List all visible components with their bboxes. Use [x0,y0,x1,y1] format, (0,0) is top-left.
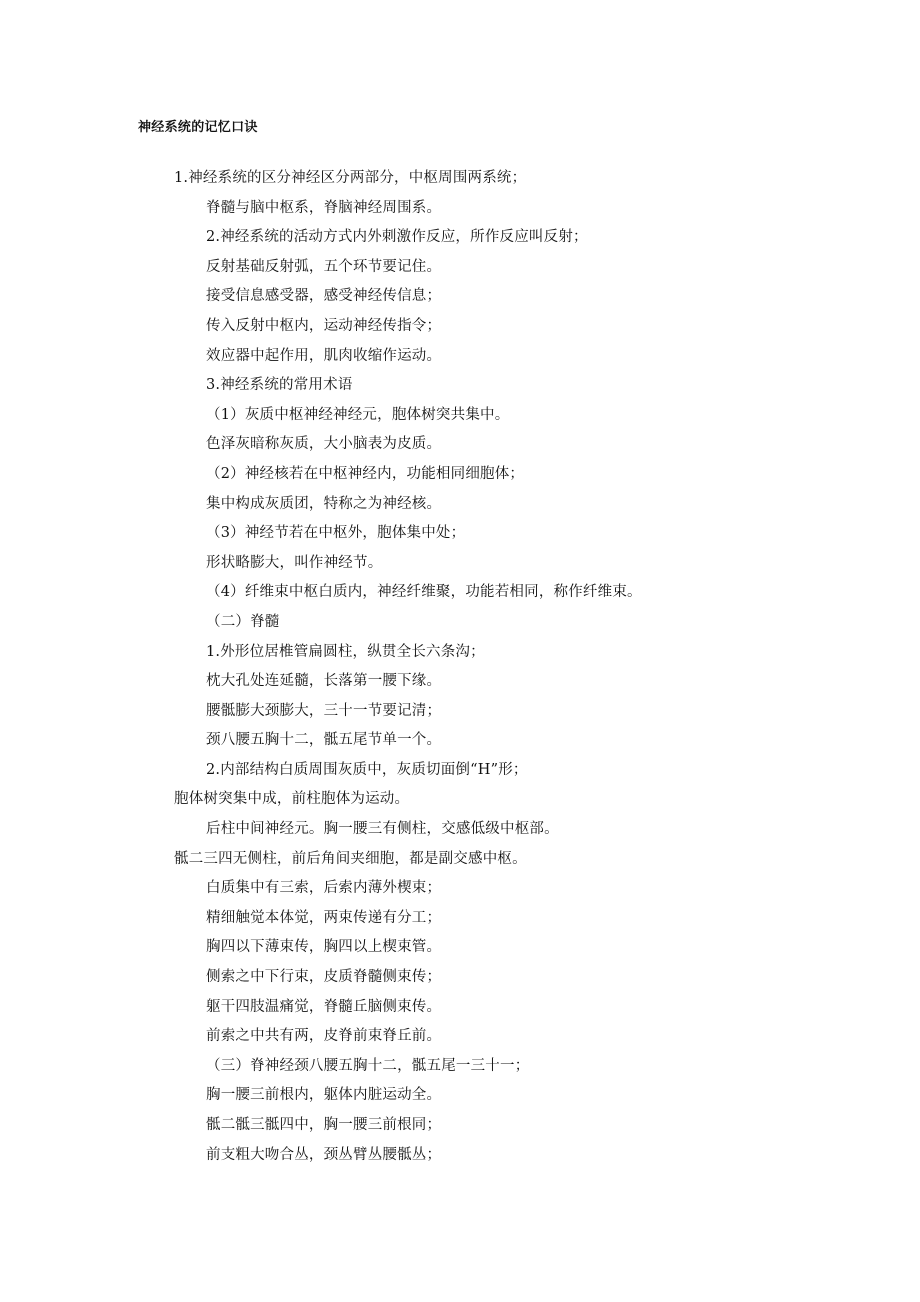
text-line: 后柱中间神经元。胸一腰三有侧柱，交感低级中枢部。 [206,821,559,838]
text-line: 效应器中起作用，肌肉收缩作运动。 [206,347,442,364]
text-line: 胸一腰三前根内，躯体内脏运动全。 [206,1087,442,1104]
text-line: 前支粗大吻合丛，颈丛臂丛腰骶丛； [206,1146,442,1163]
text-line: （4）纤维束中枢白质内，神经纤维聚，功能若相同，称作纤维束。 [206,584,642,601]
text-line: 色泽灰暗称灰质，大小脑表为皮质。 [206,436,442,453]
text-line: 侧索之中下行束，皮质脊髓侧束传； [206,969,442,986]
text-line: 躯干四肢温痛觉，脊髓丘脑侧束传。 [206,998,442,1015]
text-line: 腰骶膨大颈膨大，三十一节要记清； [206,702,442,719]
text-line: （2）神经核若在中枢神经内，功能相同细胞体； [206,465,525,482]
text-line: 传入反射中枢内，运动神经传指令； [206,317,442,334]
text-line: （1）灰质中枢神经神经元，胞体树突共集中。 [206,406,510,423]
text-line: 反射基础反射弧，五个环节要记住。 [206,258,442,275]
text-line: 枕大孔处连延髓，长落第一腰下缘。 [206,673,442,690]
text-line: （二）脊髓 [206,613,280,630]
text-line: 接受信息感受器，感受神经传信息； [206,288,442,305]
text-line: 骶二三四无侧柱，前后角间夹细胞，都是副交感中枢。 [174,850,527,867]
text-line: 胸四以下薄束传，胸四以上楔束管。 [206,939,442,956]
text-line: 2.神经系统的活动方式内外刺激作反应，所作反应叫反射； [206,229,588,246]
document-title: 神经系统的记忆口诀 [138,120,258,135]
text-line: 颈八腰五胸十二，骶五尾节单一个。 [206,732,442,749]
text-line: 骶二骶三骶四中，胸一腰三前根同； [206,1117,442,1133]
text-line: 前索之中共有两，皮脊前束脊丘前。 [206,1028,442,1045]
text-line: 2.内部结构白质周围灰质中，灰质切面倒“H”形； [206,761,528,778]
text-line: 形状略膨大，叫作神经节。 [206,554,383,571]
text-line: （三）脊神经颈八腰五胸十二，骶五尾一三十一； [206,1057,530,1074]
text-line: （3）神经节若在中枢外，胞体集中处； [206,525,466,542]
text-line: 1.神经系统的区分神经区分两部分，中枢周围两系统； [174,170,527,186]
text-line: 脊髓与脑中枢系，脊脑神经周围系。 [206,199,442,216]
document-body [174,167,874,1173]
text-line: 1.外形位居椎管扁圆柱，纵贯全长六条沟； [206,643,485,660]
text-line: 集中构成灰质团，特称之为神经核。 [206,495,442,512]
text-line: 胞体树突集中成，前柱胞体为运动。 [174,791,410,808]
text-line: 3.神经系统的常用术语 [206,377,353,394]
text-line: 白质集中有三索，后索内薄外楔束； [206,880,442,897]
text-line: 精细触觉本体觉，两束传递有分工； [206,909,442,926]
